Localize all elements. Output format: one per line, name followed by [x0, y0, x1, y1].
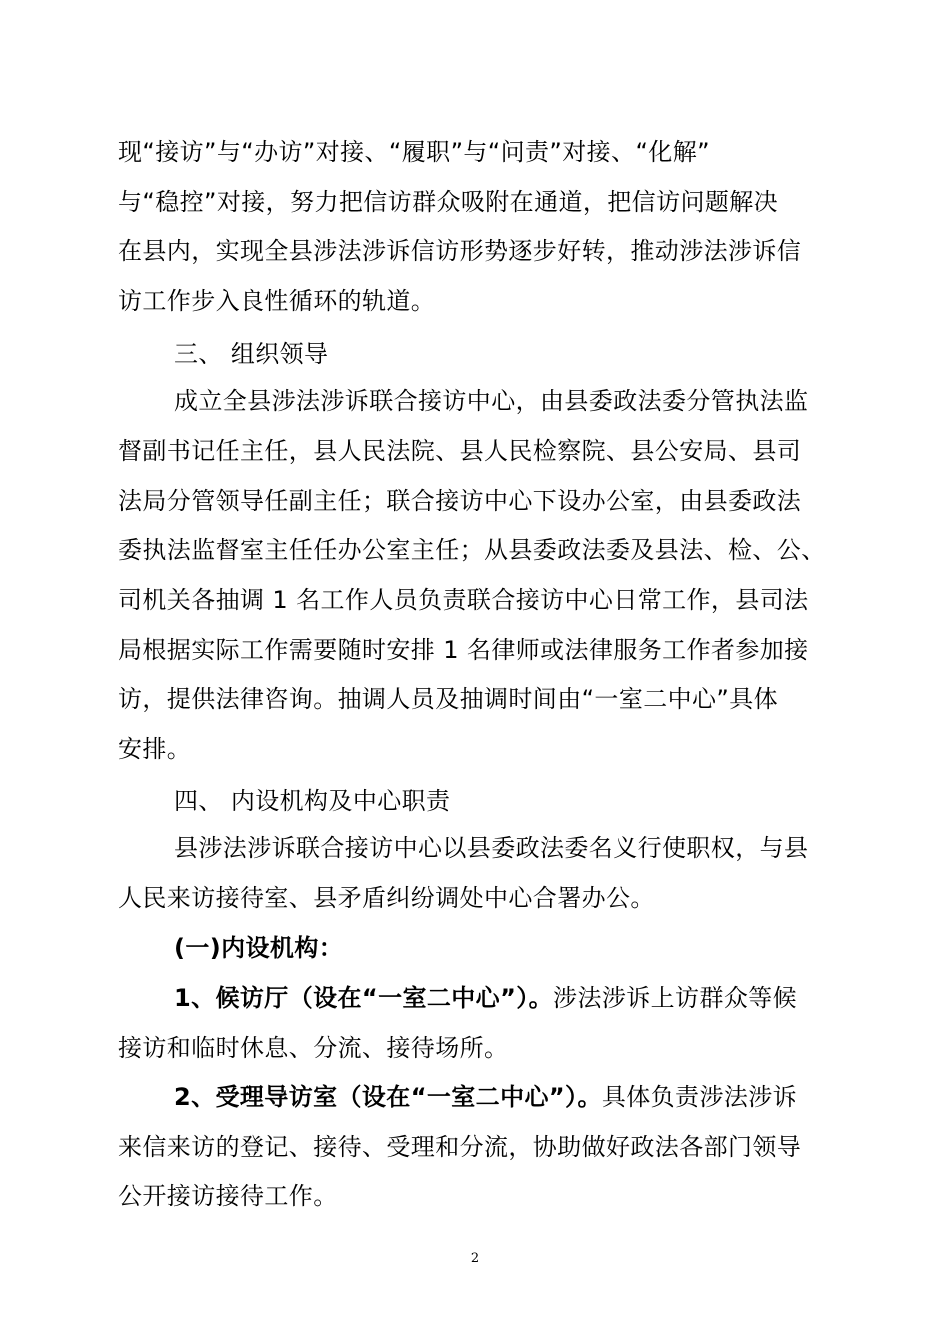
- paragraph-line: 来信来访的登记、接待、受理和分流，协助做好政法各部门领导: [118, 1133, 802, 1161]
- item-heading: 2、受理导访室（设在“一室二中心”）。: [174, 1083, 602, 1111]
- paragraph-line: 委执法监督室主任任办公室主任；从县委政法委及县法、检、公、: [118, 536, 826, 564]
- paragraph-line: 现“接访”与“办访”对接、“履职”与“问责”对接、“化解”: [118, 138, 710, 166]
- paragraph-line: 安排。: [118, 735, 192, 763]
- paragraph-line: 法局分管领导任副主任；联合接访中心下设办公室，由县委政法: [118, 487, 802, 515]
- item-text: 涉法涉诉上访群众等候: [553, 984, 798, 1012]
- paragraph-line: 局根据实际工作需要随时安排 1 名律师或法律服务工作者参加接: [118, 636, 809, 664]
- paragraph-line: 公开接访接待工作。: [118, 1182, 338, 1210]
- paragraph-line: 县涉法涉诉联合接访中心以县委政法委名义行使职权，与县: [174, 834, 809, 862]
- item-heading: 1、候访厅（设在“一室二中心”）。: [174, 984, 554, 1012]
- paragraph-line: 司机关各抽调 1 名工作人员负责联合接访中心日常工作，县司法: [118, 586, 809, 614]
- numbered-item-line: [174, 1082, 797, 1112]
- subsection-heading: (一)内设机构：: [174, 934, 344, 962]
- paragraph-line: 督副书记任主任，县人民法院、县人民检察院、县公安局、县司: [118, 437, 802, 465]
- section-heading-four: 四、 内设机构及中心职责: [174, 787, 451, 815]
- paragraph-line: 与“稳控”对接，努力把信访群众吸附在通道，把信访问题解决: [118, 188, 779, 216]
- paragraph-line: 在县内，实现全县涉法涉诉信访形势逐步好转，推动涉法涉诉信: [118, 237, 802, 265]
- numbered-item-line: [174, 983, 797, 1013]
- item-text: 具体负责涉法涉诉: [601, 1083, 798, 1111]
- page-number: 2: [470, 1251, 480, 1266]
- paragraph-line: 访，提供法律咨询。抽调人员及抽调时间由“一室二中心”具体: [118, 685, 779, 713]
- paragraph-line: 成立全县涉法涉诉联合接访中心，由县委政法委分管执法监: [174, 387, 809, 415]
- section-heading-three: 三、 组织领导: [174, 340, 329, 368]
- paragraph-line: 人民来访接待室、县矛盾纠纷调处中心合署办公。: [118, 884, 655, 912]
- paragraph-line: 接访和临时休息、分流、接待场所。: [118, 1034, 509, 1062]
- paragraph-line: 访工作步入良性循环的轨道。: [118, 287, 436, 315]
